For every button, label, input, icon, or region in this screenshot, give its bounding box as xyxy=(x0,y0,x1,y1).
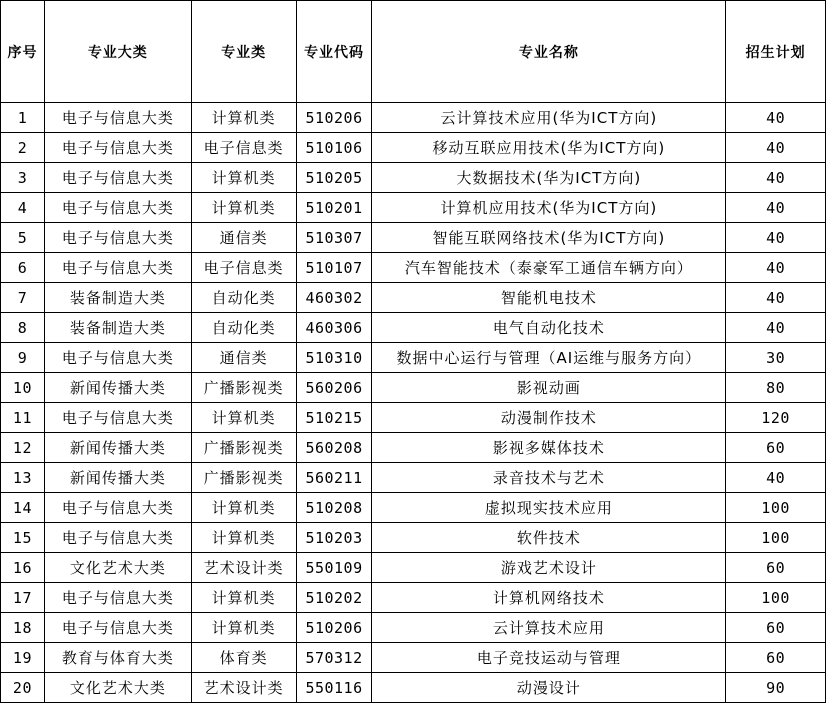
cell-major-name: 录音技术与艺术 xyxy=(372,463,726,493)
cell-major-category: 新闻传播大类 xyxy=(44,373,191,403)
cell-enrollment-plan: 40 xyxy=(726,463,826,493)
cell-enrollment-plan: 60 xyxy=(726,553,826,583)
cell-index: 15 xyxy=(1,523,45,553)
cell-major-category: 装备制造大类 xyxy=(44,313,191,343)
cell-major-name: 动漫制作技术 xyxy=(372,403,726,433)
cell-major-class: 广播影视类 xyxy=(191,373,296,403)
cell-index: 19 xyxy=(1,643,45,673)
cell-enrollment-plan: 40 xyxy=(726,163,826,193)
header-row xyxy=(1,1,826,103)
cell-index: 12 xyxy=(1,433,45,463)
cell-major-name: 云计算技术应用 xyxy=(372,613,726,643)
cell-index: 1 xyxy=(1,103,45,133)
cell-major-class: 电子信息类 xyxy=(191,133,296,163)
cell-major-code: 550109 xyxy=(296,553,372,583)
table-row xyxy=(1,643,826,673)
header-index: 序号 xyxy=(1,1,45,103)
cell-major-code: 510201 xyxy=(296,193,372,223)
cell-enrollment-plan: 40 xyxy=(726,133,826,163)
table-row xyxy=(1,133,826,163)
cell-major-name: 软件技术 xyxy=(372,523,726,553)
table-row xyxy=(1,343,826,373)
header-enrollment-plan: 招生计划 xyxy=(726,1,826,103)
cell-index: 17 xyxy=(1,583,45,613)
cell-major-category: 电子与信息大类 xyxy=(44,223,191,253)
cell-major-category: 电子与信息大类 xyxy=(44,493,191,523)
cell-major-category: 新闻传播大类 xyxy=(44,433,191,463)
cell-major-name: 智能机电技术 xyxy=(372,283,726,313)
cell-major-name: 云计算技术应用(华为ICT方向) xyxy=(372,103,726,133)
cell-major-code: 550116 xyxy=(296,673,372,703)
table-row xyxy=(1,613,826,643)
cell-enrollment-plan: 40 xyxy=(726,223,826,253)
cell-major-category: 电子与信息大类 xyxy=(44,253,191,283)
cell-major-category: 新闻传播大类 xyxy=(44,463,191,493)
table-row xyxy=(1,433,826,463)
cell-major-code: 510205 xyxy=(296,163,372,193)
cell-enrollment-plan: 30 xyxy=(726,343,826,373)
cell-enrollment-plan: 80 xyxy=(726,373,826,403)
cell-index: 2 xyxy=(1,133,45,163)
table-row xyxy=(1,523,826,553)
cell-enrollment-plan: 40 xyxy=(726,313,826,343)
cell-major-name: 动漫设计 xyxy=(372,673,726,703)
cell-major-code: 510202 xyxy=(296,583,372,613)
cell-major-category: 电子与信息大类 xyxy=(44,193,191,223)
cell-major-name: 移动互联应用技术(华为ICT方向) xyxy=(372,133,726,163)
cell-index: 8 xyxy=(1,313,45,343)
cell-major-class: 计算机类 xyxy=(191,613,296,643)
table-row xyxy=(1,583,826,613)
table-row xyxy=(1,253,826,283)
table-row xyxy=(1,223,826,253)
table-row xyxy=(1,493,826,523)
header-major-category: 专业大类 xyxy=(44,1,191,103)
cell-major-category: 电子与信息大类 xyxy=(44,163,191,193)
cell-index: 20 xyxy=(1,673,45,703)
cell-major-class: 计算机类 xyxy=(191,493,296,523)
cell-index: 16 xyxy=(1,553,45,583)
cell-major-code: 510206 xyxy=(296,613,372,643)
table-row xyxy=(1,103,826,133)
cell-major-category: 电子与信息大类 xyxy=(44,343,191,373)
cell-enrollment-plan: 40 xyxy=(726,253,826,283)
cell-major-category: 电子与信息大类 xyxy=(44,583,191,613)
cell-index: 3 xyxy=(1,163,45,193)
cell-enrollment-plan: 60 xyxy=(726,613,826,643)
cell-major-category: 教育与体育大类 xyxy=(44,643,191,673)
cell-major-name: 虚拟现实技术应用 xyxy=(372,493,726,523)
cell-major-class: 通信类 xyxy=(191,223,296,253)
table-row xyxy=(1,673,826,703)
cell-major-class: 艺术设计类 xyxy=(191,673,296,703)
cell-major-code: 560211 xyxy=(296,463,372,493)
cell-major-code: 510310 xyxy=(296,343,372,373)
table-row xyxy=(1,553,826,583)
cell-index: 14 xyxy=(1,493,45,523)
cell-enrollment-plan: 90 xyxy=(726,673,826,703)
cell-major-code: 560208 xyxy=(296,433,372,463)
cell-enrollment-plan: 40 xyxy=(726,193,826,223)
cell-major-code: 510208 xyxy=(296,493,372,523)
cell-major-class: 体育类 xyxy=(191,643,296,673)
cell-major-class: 广播影视类 xyxy=(191,463,296,493)
cell-major-code: 460302 xyxy=(296,283,372,313)
cell-index: 7 xyxy=(1,283,45,313)
cell-enrollment-plan: 100 xyxy=(726,523,826,553)
table-row xyxy=(1,163,826,193)
cell-major-name: 汽车智能技术（泰豪军工通信车辆方向） xyxy=(372,253,726,283)
cell-major-code: 510215 xyxy=(296,403,372,433)
cell-enrollment-plan: 100 xyxy=(726,583,826,613)
cell-major-name: 计算机网络技术 xyxy=(372,583,726,613)
cell-enrollment-plan: 120 xyxy=(726,403,826,433)
cell-major-name: 电气自动化技术 xyxy=(372,313,726,343)
cell-major-class: 自动化类 xyxy=(191,283,296,313)
cell-major-name: 大数据技术(华为ICT方向) xyxy=(372,163,726,193)
cell-major-class: 计算机类 xyxy=(191,103,296,133)
cell-major-category: 文化艺术大类 xyxy=(44,553,191,583)
table-row xyxy=(1,403,826,433)
cell-enrollment-plan: 60 xyxy=(726,433,826,463)
cell-enrollment-plan: 40 xyxy=(726,283,826,313)
cell-major-class: 自动化类 xyxy=(191,313,296,343)
cell-major-category: 电子与信息大类 xyxy=(44,613,191,643)
cell-major-category: 电子与信息大类 xyxy=(44,523,191,553)
cell-major-name: 计算机应用技术(华为ICT方向) xyxy=(372,193,726,223)
cell-major-class: 广播影视类 xyxy=(191,433,296,463)
cell-major-class: 计算机类 xyxy=(191,523,296,553)
table-row xyxy=(1,313,826,343)
cell-major-category: 电子与信息大类 xyxy=(44,103,191,133)
cell-major-class: 电子信息类 xyxy=(191,253,296,283)
cell-index: 18 xyxy=(1,613,45,643)
table-body xyxy=(1,103,826,703)
cell-major-name: 影视动画 xyxy=(372,373,726,403)
cell-major-class: 计算机类 xyxy=(191,403,296,433)
cell-major-category: 文化艺术大类 xyxy=(44,673,191,703)
cell-major-class: 通信类 xyxy=(191,343,296,373)
cell-enrollment-plan: 100 xyxy=(726,493,826,523)
cell-index: 4 xyxy=(1,193,45,223)
table-row xyxy=(1,193,826,223)
cell-major-name: 影视多媒体技术 xyxy=(372,433,726,463)
table-row xyxy=(1,283,826,313)
header-major-code: 专业代码 xyxy=(296,1,372,103)
header-major-class: 专业类 xyxy=(191,1,296,103)
cell-major-name: 游戏艺术设计 xyxy=(372,553,726,583)
cell-index: 10 xyxy=(1,373,45,403)
cell-index: 11 xyxy=(1,403,45,433)
cell-major-code: 570312 xyxy=(296,643,372,673)
cell-major-code: 510307 xyxy=(296,223,372,253)
cell-major-class: 艺术设计类 xyxy=(191,553,296,583)
cell-major-code: 460306 xyxy=(296,313,372,343)
table-row xyxy=(1,463,826,493)
cell-enrollment-plan: 40 xyxy=(726,103,826,133)
cell-major-class: 计算机类 xyxy=(191,163,296,193)
cell-major-code: 510106 xyxy=(296,133,372,163)
cell-major-class: 计算机类 xyxy=(191,583,296,613)
cell-major-code: 560206 xyxy=(296,373,372,403)
cell-major-code: 510203 xyxy=(296,523,372,553)
cell-major-name: 数据中心运行与管理（AI运维与服务方向） xyxy=(372,343,726,373)
cell-major-name: 智能互联网络技术(华为ICT方向) xyxy=(372,223,726,253)
cell-major-category: 电子与信息大类 xyxy=(44,403,191,433)
cell-index: 5 xyxy=(1,223,45,253)
cell-index: 6 xyxy=(1,253,45,283)
cell-enrollment-plan: 60 xyxy=(726,643,826,673)
cell-index: 13 xyxy=(1,463,45,493)
cell-index: 9 xyxy=(1,343,45,373)
cell-major-code: 510107 xyxy=(296,253,372,283)
cell-major-code: 510206 xyxy=(296,103,372,133)
cell-major-name: 电子竞技运动与管理 xyxy=(372,643,726,673)
cell-major-class: 计算机类 xyxy=(191,193,296,223)
header-major-name: 专业名称 xyxy=(372,1,726,103)
cell-major-category: 电子与信息大类 xyxy=(44,133,191,163)
cell-major-category: 装备制造大类 xyxy=(44,283,191,313)
table-row xyxy=(1,373,826,403)
